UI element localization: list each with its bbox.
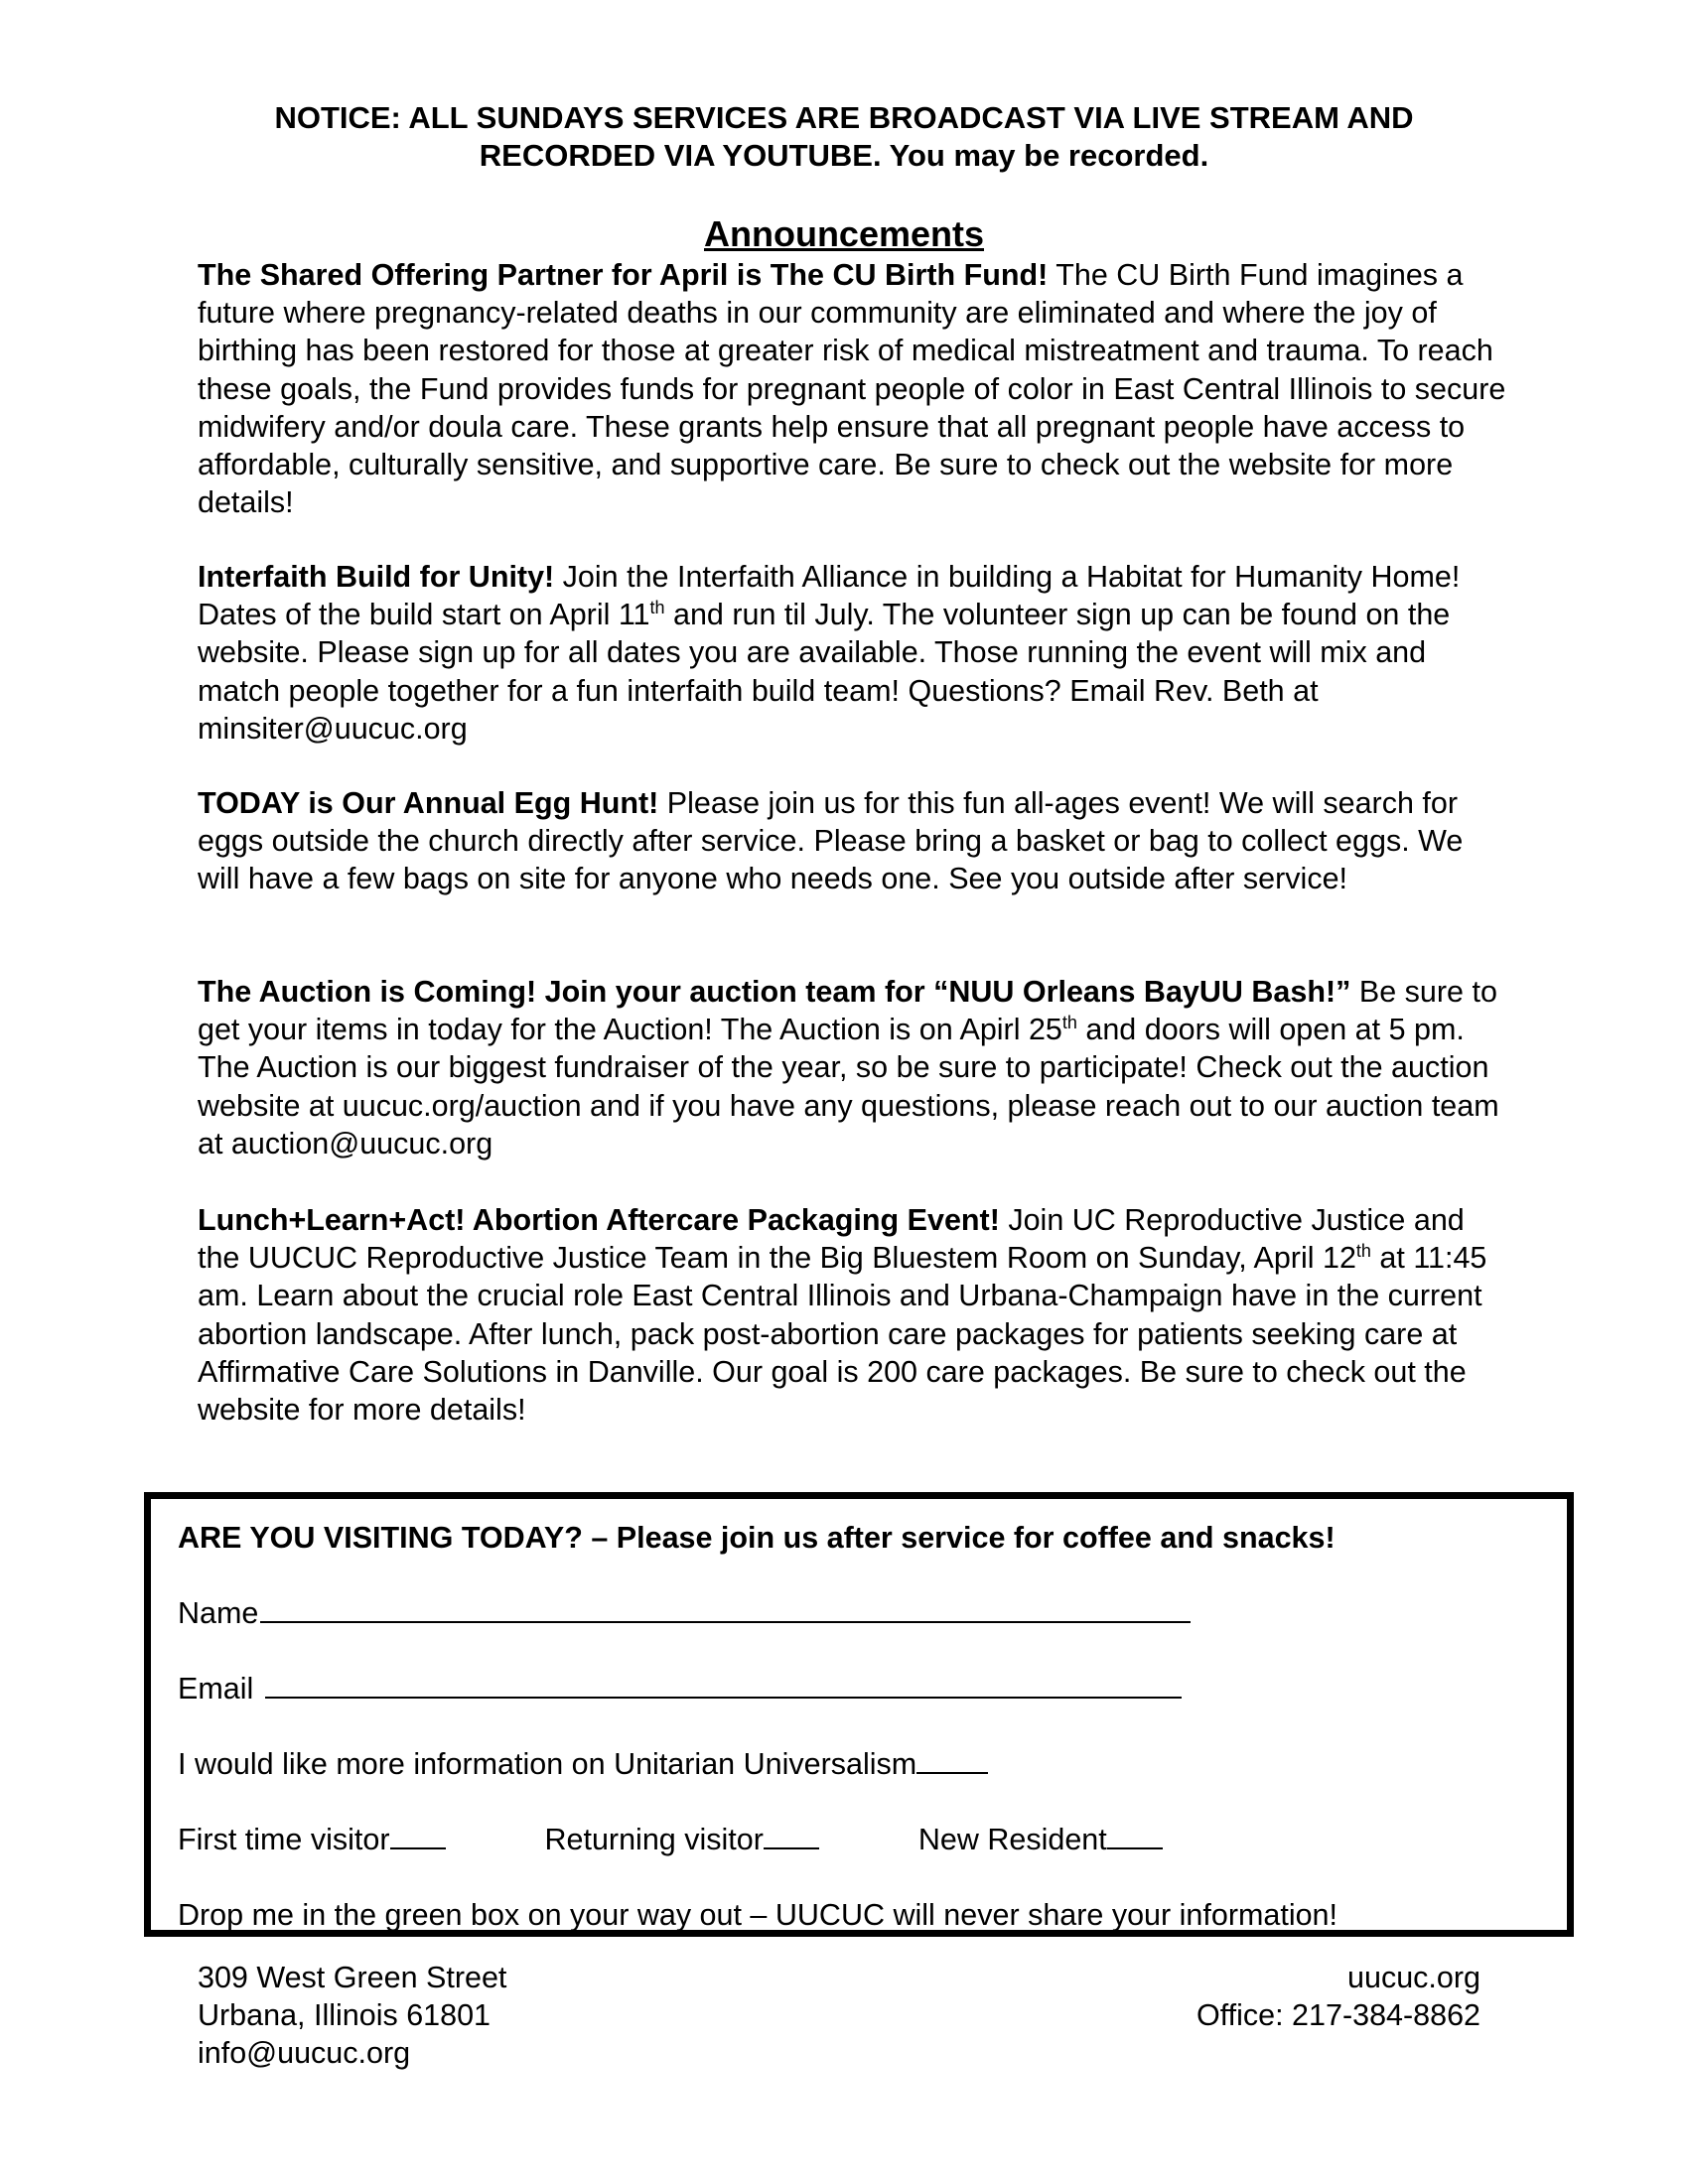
- announcement-body: Join the Interfaith Alliance in building a Habitat for Humanity Home! Dates of the build start on April 11: [198, 560, 1461, 632]
- email-row: [178, 1670, 1182, 1707]
- drop-off-instructions: Drop me in the green box on your way out – UUCUC will never share your information!: [178, 1898, 1337, 1932]
- returning-visitor-blank[interactable]: [764, 1822, 819, 1849]
- name-field[interactable]: [260, 1595, 1191, 1623]
- first-time-visitor-blank[interactable]: [390, 1822, 446, 1849]
- info-request-label: I would like more information on Unitarian Universalism: [178, 1747, 917, 1781]
- footer-contact-web: [1196, 1959, 1480, 2034]
- ordinal-suffix: th: [649, 598, 665, 618]
- address-line-2: Urbana, Illinois 61801: [198, 1998, 492, 2032]
- info-request-row: [178, 1745, 988, 1783]
- announcement-heading: Lunch+Learn+Act! Abortion Aftercare Packaging Event!: [198, 1203, 1000, 1237]
- ordinal-suffix: th: [1355, 1241, 1371, 1262]
- announcement-heading: The Shared Offering Partner for April is The CU Birth Fund!: [198, 258, 1049, 292]
- footer-contact-address: [198, 1959, 506, 2072]
- info-request-blank[interactable]: [916, 1746, 988, 1774]
- contact-email: info@uucuc.org: [198, 2036, 411, 2070]
- new-resident-label: New Resident: [917, 1823, 1107, 1856]
- ordinal-suffix: th: [1061, 1013, 1077, 1033]
- announcement-interfaith-build: [198, 558, 1508, 748]
- returning-visitor-label: Returning visitor: [544, 1823, 764, 1856]
- notice-line-2: RECORDED VIA YOUTUBE. You may be recorded.: [479, 138, 1209, 173]
- announcement-body: Please join us for this fun all-ages event! We will search for eggs outside the church directly after service. Please bring a basket or bag to collect eggs. We will have a few bags on site for anyone who needs one. See you outside after service!: [198, 786, 1464, 896]
- visitor-form: [144, 1492, 1574, 1937]
- announcement-body: Join UC Reproductive Justice and the UUCUC Reproductive Justice Team in the Big Bluestem Room on Sunday, April 12: [198, 1203, 1465, 1276]
- announcement-heading: The Auction is Coming! Join your auction team for “NUU Orleans BayUU Bash!”: [198, 975, 1351, 1009]
- announcements-title: Announcements: [703, 213, 985, 254]
- notice-line-1: NOTICE: ALL SUNDAYS SERVICES ARE BROADCAST VIA LIVE STREAM AND: [274, 100, 1414, 135]
- broadcast-notice: [149, 99, 1539, 175]
- office-phone: Office: 217-384-8862: [1196, 1998, 1480, 2032]
- email-field[interactable]: [265, 1671, 1182, 1699]
- returning-visitor-option: [545, 1821, 819, 1858]
- name-row: [178, 1594, 1191, 1632]
- announcement-body-cont: and doors will open at 5 pm. The Auction is our biggest fundraiser of the year, so be sure to participate! Check out the auction website at uucuc.org/auction and if you have any questions, please reach out to our auction team at auction@uucuc.org: [198, 1013, 1499, 1160]
- announcement-body-cont: at 11:45 am. Learn about the crucial role East Central Illinois and Urbana-Champaign have in the current abortion landscape. After lunch, pack post-abortion care packages for patients seeking care at Affirmative Care Solutions in Danville. Our goal is 200 care packages. Be sure to check out the website for more details!: [198, 1241, 1487, 1428]
- visitor-form-heading: ARE YOU VISITING TODAY? – Please join us after service for coffee and snacks!: [178, 1521, 1336, 1555]
- announcement-aftercare-event: [198, 1201, 1508, 1429]
- announcement-body: The CU Birth Fund imagines a future where pregnancy-related deaths in our community are eliminated and where the joy of birthing has been restored for those at greater risk of medical mistreatment and trauma. To reach these goals, the Fund provides funds for pregnant people of color in East Central Illinois to secure midwifery and/or doula care. These grants help ensure that all pregnant people have access to affordable, culturally sensitive, and supportive care. Be sure to check out the website for more details!: [198, 258, 1506, 520]
- name-label: Name: [178, 1596, 259, 1630]
- announcement-egg-hunt: [198, 784, 1508, 898]
- new-resident-blank[interactable]: [1107, 1822, 1163, 1849]
- address-line-1: 309 West Green Street: [198, 1961, 507, 1994]
- announcement-heading: TODAY is Our Annual Egg Hunt!: [198, 786, 659, 820]
- first-time-visitor-option: [178, 1821, 446, 1858]
- visitor-type-row: [178, 1821, 1163, 1858]
- announcement-heading: Interfaith Build for Unity!: [198, 560, 555, 594]
- announcement-auction: [198, 973, 1508, 1162]
- announcement-body: Be sure to get your items in today for the Auction! The Auction is on Apirl 25: [198, 975, 1497, 1047]
- new-resident-option: [918, 1821, 1163, 1858]
- first-time-visitor-label: First time visitor: [178, 1823, 390, 1856]
- website: uucuc.org: [1347, 1961, 1480, 1994]
- email-label: Email: [178, 1672, 254, 1706]
- announcement-birth-fund: [198, 256, 1508, 521]
- announcement-body-cont: and run til July. The volunteer sign up can be found on the website. Please sign up for all dates you are available. Those running the event will mix and match people together for a fun interfaith build team! Questions? Email Rev. Beth at minsiter@uucuc.org: [198, 598, 1451, 746]
